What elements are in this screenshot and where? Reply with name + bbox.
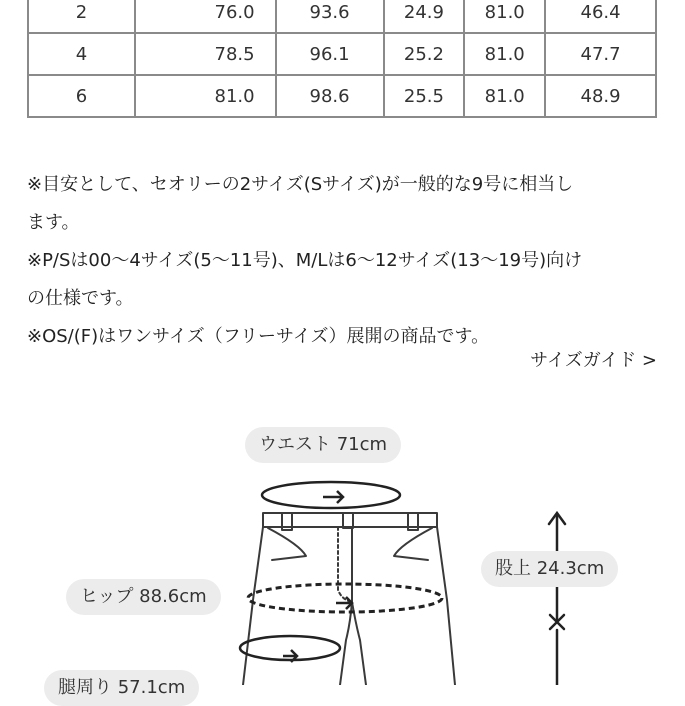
crotch-seam [340,602,352,685]
table-cell: 96.1 [276,33,384,75]
waist-measure-label: ウエスト 71cm [245,427,401,463]
table-cell: 24.9 [384,0,465,33]
thigh-measure-label: 腿周り 57.1cm [44,670,199,706]
note-line: ※P/Sは00〜4サイズ(5〜11号)、M/Lは6〜12サイズ(13〜19号)向け [27,250,583,271]
table-cell: 47.7 [545,33,656,75]
table-cell: 76.0 [135,0,276,33]
table-cell: 81.0 [464,0,545,33]
table-cell: 6 [28,75,135,117]
table-cell: 78.5 [135,33,276,75]
hip-measure-label: ヒップ 88.6cm [66,579,221,615]
table-cell: 25.5 [384,75,465,117]
belt-loop [343,513,353,528]
note-line: ます。 [27,212,80,233]
table-cell: 81.0 [464,75,545,117]
table-cell: 81.0 [135,75,276,117]
rise-measure-label: 股上 24.3cm [481,551,618,587]
note-line: ※目安として、セオリーの2サイズ(Sサイズ)が一般的な9号に相当し [27,174,574,195]
size-guide-link[interactable]: サイズガイド > [530,350,657,371]
left-pocket [268,528,306,560]
table-cell: 4 [28,33,135,75]
waistband-outline [263,513,437,527]
pants-right-side [437,527,455,685]
note-line: ※OS/(F)はワンサイズ（フリーサイズ）展開の商品です。 [27,326,490,347]
right-pocket [394,528,432,560]
table-cell: 48.9 [545,75,656,117]
fly-stitch [338,527,352,602]
waist-arrow [323,491,343,503]
table-cell: 46.4 [545,0,656,33]
table-cell: 81.0 [464,33,545,75]
waist-measure-loop [262,482,400,508]
table-cell: 98.6 [276,75,384,117]
note-line: の仕様です。 [27,288,134,309]
table-cell: 25.2 [384,33,465,75]
table-cell: 93.6 [276,0,384,33]
table-cell: 2 [28,0,135,33]
inseam-right [352,602,366,685]
